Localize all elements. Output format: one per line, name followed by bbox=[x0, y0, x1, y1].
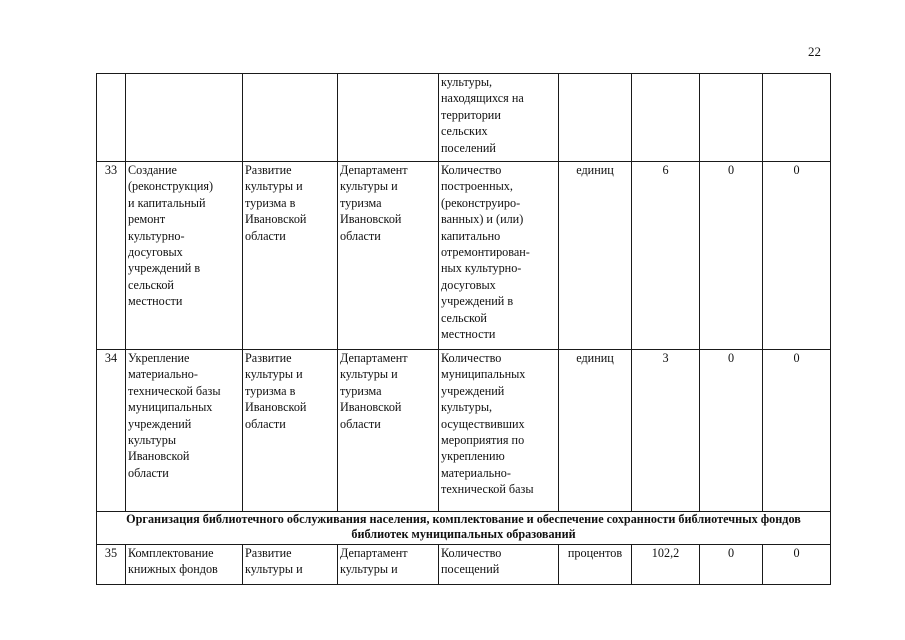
cell-executor: Департамент культуры и туризма Ивановской области bbox=[338, 162, 439, 350]
cell-indicator: Количество построенных, (реконструиро- ванных) и (или) капитально отремонтирован- ных культурно- досуговых учреждений в сельской местности bbox=[439, 162, 559, 350]
section-row bbox=[97, 512, 831, 545]
cell-program: Развитие культуры и bbox=[243, 545, 338, 585]
cell-value-3 bbox=[763, 74, 831, 162]
cell-num bbox=[97, 74, 126, 162]
cell-executor: Департамент культуры и bbox=[338, 545, 439, 585]
cell-program: Развитие культуры и туризма в Ивановской области bbox=[243, 350, 338, 512]
cell-program: Развитие культуры и туризма в Ивановской области bbox=[243, 162, 338, 350]
cell-value-2: 0 bbox=[700, 350, 763, 512]
cell-unit: единиц bbox=[559, 350, 632, 512]
table-row bbox=[97, 545, 831, 585]
cell-value-2: 0 bbox=[700, 162, 763, 350]
table-row bbox=[97, 350, 831, 512]
table-row bbox=[97, 162, 831, 350]
cell-value-1: 3 bbox=[632, 350, 700, 512]
cell-program bbox=[243, 74, 338, 162]
row-number: 33 bbox=[97, 162, 126, 350]
cell-value-2: 0 bbox=[700, 545, 763, 585]
cell-unit: процентов bbox=[559, 545, 632, 585]
cell-value-3: 0 bbox=[763, 545, 831, 585]
row-number: 34 bbox=[97, 350, 126, 512]
table-row-continuation bbox=[97, 74, 831, 162]
cell-event: Комплектование книжных фондов bbox=[126, 545, 243, 585]
cell-value-1 bbox=[632, 74, 700, 162]
cell-unit: единиц bbox=[559, 162, 632, 350]
cell-executor: Департамент культуры и туризма Ивановской области bbox=[338, 350, 439, 512]
row-number: 35 bbox=[97, 545, 126, 585]
page-number: 22 bbox=[808, 44, 821, 59]
cell-event bbox=[126, 74, 243, 162]
cell-unit bbox=[559, 74, 632, 162]
cell-value-3: 0 bbox=[763, 162, 831, 350]
cell-event: Создание (реконструкция) и капитальный ремонт культурно- досуговых учреждений в сельской местности bbox=[126, 162, 243, 350]
cell-value-1: 102,2 bbox=[632, 545, 700, 585]
cell-indicator: Количество посещений bbox=[439, 545, 559, 585]
cell-value-2 bbox=[700, 74, 763, 162]
cell-executor bbox=[338, 74, 439, 162]
cell-value-1: 6 bbox=[632, 162, 700, 350]
cell-value-3: 0 bbox=[763, 350, 831, 512]
cell-indicator: культуры, находящихся на территории сельских поселений bbox=[439, 74, 559, 162]
program-table bbox=[96, 73, 831, 585]
cell-indicator: Количество муниципальных учреждений культуры, осуществивших мероприятия по укреплению материально- технической базы bbox=[439, 350, 559, 512]
section-title: Организация библиотечного обслуживания населения, комплектование и обеспечение сохранности библиотечных фондов библиотек муниципальных образований bbox=[97, 512, 831, 545]
cell-event: Укрепление материально- технической базы муниципальных учреждений культуры Ивановской области bbox=[126, 350, 243, 512]
